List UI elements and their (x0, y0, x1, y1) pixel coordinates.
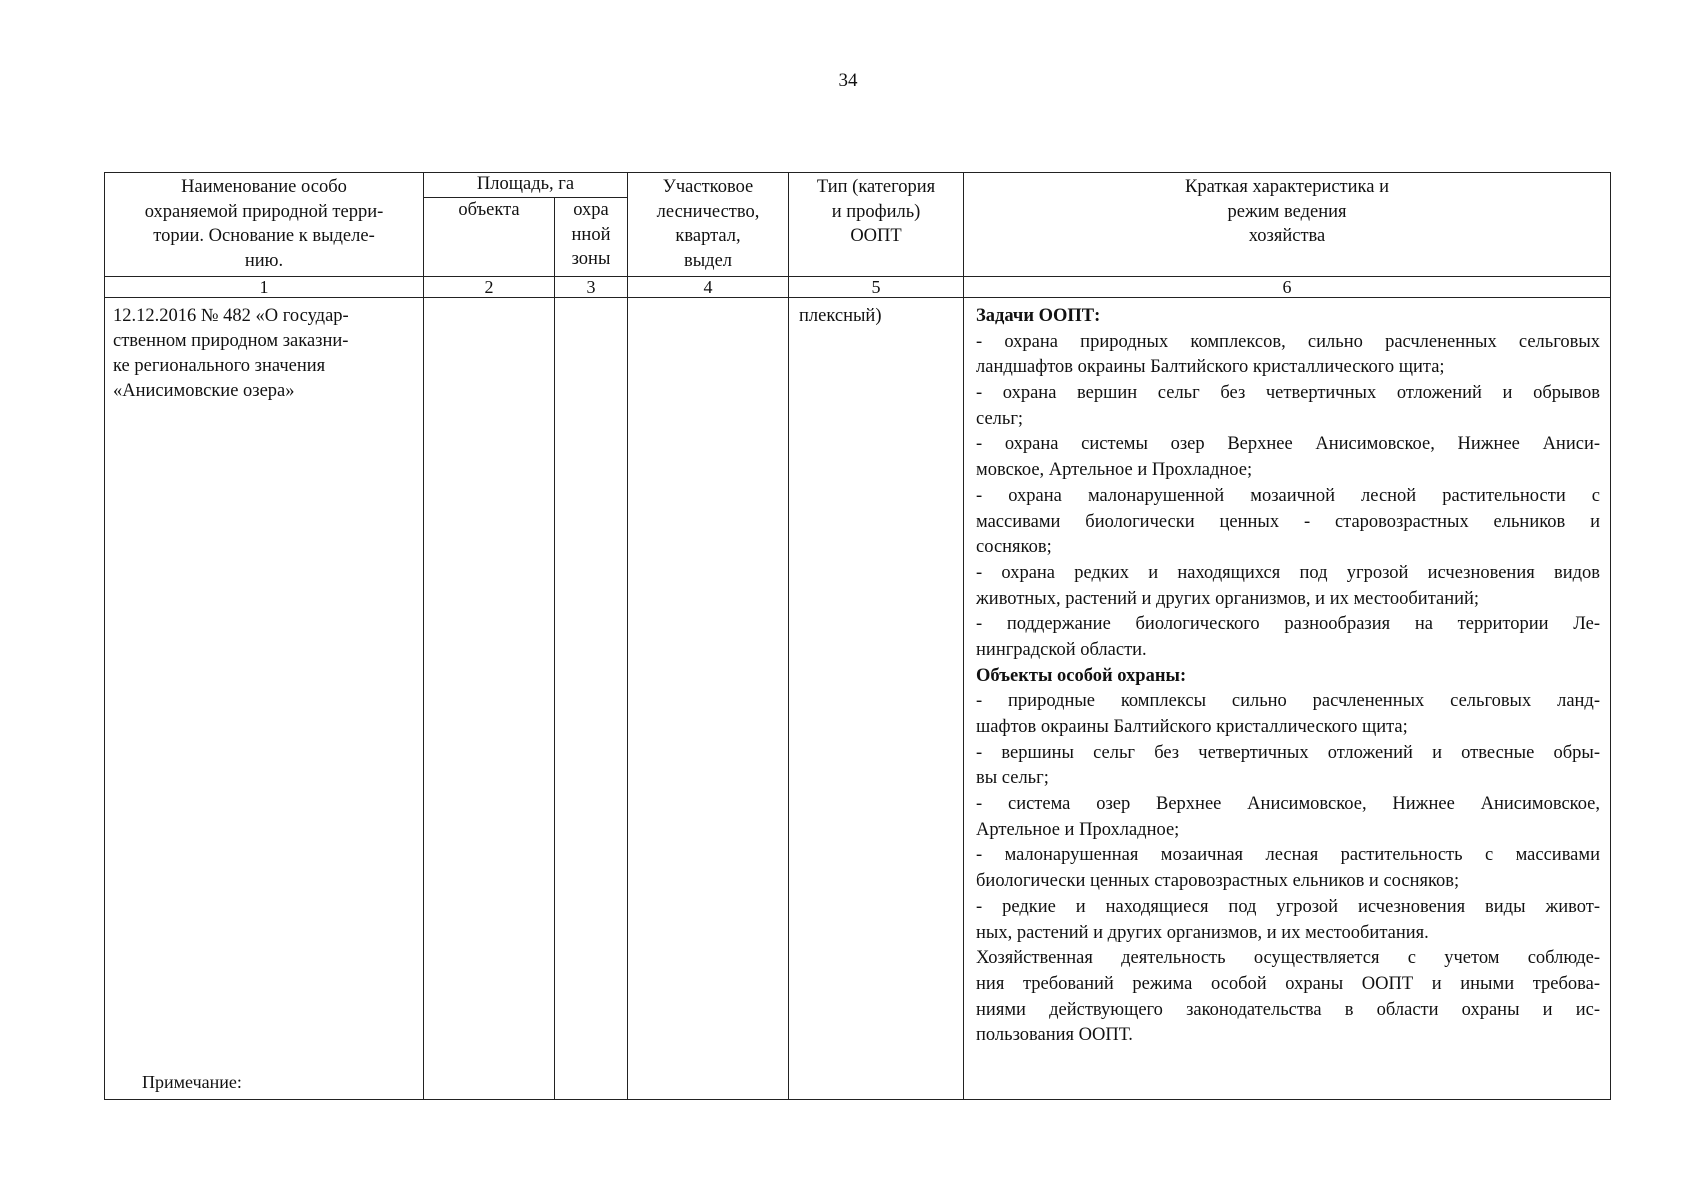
cell-line: 12.12.2016 № 482 «О государ- (113, 306, 349, 326)
cell-line: ке регионального значения (113, 356, 326, 376)
protected-zone-cell (555, 298, 628, 1100)
page-number: 34 (838, 70, 858, 91)
description-cell (964, 298, 1611, 1100)
territory-name-cell (105, 298, 424, 1100)
cell-line: хозяйства (1248, 226, 1326, 246)
cell-line: ООПТ (850, 226, 902, 246)
description-line: - система озер Верхнее Анисимовское, Нижнее Анисимовское, (976, 794, 1601, 815)
cell-line: Краткая характеристика и (1185, 177, 1389, 197)
column-number-5: 5 (789, 277, 964, 298)
cell-line: нной (571, 224, 611, 245)
description-line: - охрана системы озер Верхнее Анисимовское, Нижнее Аниси- (976, 434, 1601, 455)
section-heading: Задачи ООПТ: (976, 306, 1101, 326)
cell-line: выдел (684, 250, 733, 271)
description-line: ных, растений и других организмов, и их местообитания. (976, 922, 1429, 943)
forestry-cell (628, 298, 789, 1100)
column-number-4: 4 (628, 277, 789, 298)
header-protected-zone-cell (555, 198, 628, 277)
cell-line: лесничество, (656, 201, 760, 222)
description-line: биологически ценных старовозрастных ельников и сосняков; (976, 871, 1460, 892)
table-row (105, 298, 1611, 1100)
cell-line: тории. Основание к выделе- (153, 226, 375, 246)
description-line: ландшафтов окраины Балтийского кристаллического щита; (976, 357, 1445, 378)
cell-line: квартал, (675, 226, 741, 246)
description-line: - малонарушенная мозаичная лесная растительность с массивами (976, 845, 1601, 866)
description-line: сосняков; (976, 537, 1052, 558)
oopt-table (104, 172, 1611, 1100)
cell-line: охра (573, 200, 609, 220)
cell-line: Тип (категория (816, 177, 936, 197)
section-heading: Объекты особой охраны: (976, 665, 1187, 686)
description-line: Артельное и Прохладное; (976, 819, 1180, 840)
cell-line: охраняемой природной терри- (144, 201, 384, 222)
column-number-row (105, 277, 1611, 298)
description-line: вы сельг; (976, 768, 1049, 789)
description-line: сельг; (976, 408, 1024, 429)
header-forestry-cell (628, 173, 789, 277)
column-number-3: 3 (555, 277, 628, 298)
description-line: - вершины сельг без четвертичных отложений и отвесные обры- (976, 742, 1601, 763)
header-object-area-cell (424, 198, 555, 277)
cell-line: зоны (571, 249, 611, 269)
object-area-cell (424, 298, 555, 1100)
header-area-title: Площадь, га (424, 173, 628, 198)
description-line: Хозяйственная деятельность осуществляется с учетом соблюде- (976, 948, 1601, 969)
description-line: нинградской области. (976, 639, 1147, 660)
description-line: шафтов окраины Балтийского кристаллического щита; (976, 717, 1408, 737)
description-line: - охрана малонарушенной мозаичной лесной растительности с (976, 485, 1601, 506)
header-row-1 (105, 173, 1611, 198)
description-line: ниями действующего законодательства в области охраны и ис- (976, 999, 1601, 1020)
description-line: - охрана вершин сельг без четвертичных отложений и обрывов (976, 383, 1601, 404)
column-number-2: 2 (424, 277, 555, 298)
description-line: - поддержание биологического разнообразия на территории Ле- (976, 614, 1601, 635)
description-line: - редкие и находящиеся под угрозой исчезновения виды живот- (976, 896, 1601, 917)
column-number-1: 1 (105, 277, 424, 298)
cell-line: Наименование особо (181, 177, 347, 197)
cell-line: Участковое (662, 177, 754, 197)
header-description-cell (964, 173, 1611, 277)
cell-line: и профиль) (831, 201, 921, 222)
header-name-cell (105, 173, 424, 277)
cell-line: объекта (458, 200, 520, 220)
description-line: - природные комплексы сильно расчлененных сельговых ланд- (976, 691, 1601, 712)
description-line: массивами биологически ценных - старовозрастных ельников и (976, 511, 1601, 532)
cell-line: нию. (244, 250, 284, 271)
column-number-6: 6 (964, 277, 1611, 298)
description-line: пользования ООПТ. (976, 1025, 1133, 1046)
cell-line: «Анисимовские озера» (113, 381, 295, 401)
oopt-type-cell: плексный) (789, 298, 964, 1100)
description-line: ния требований режима особой охраны ООПТ и иными требова- (976, 973, 1601, 994)
cell-line: ственном природном заказни- (113, 331, 349, 351)
cell-line: режим ведения (1227, 201, 1347, 222)
description-line: - охрана редких и находящихся под угрозой исчезновения видов (976, 562, 1601, 583)
description-line: - охрана природных комплексов, сильно расчлененных сельговых (976, 331, 1601, 352)
description-line: животных, растений и других организмов, и их местообитаний; (976, 588, 1480, 609)
header-type-cell (789, 173, 964, 277)
description-line: мовское, Артельное и Прохладное; (976, 460, 1253, 481)
note-label: Примечание: (142, 1072, 242, 1092)
